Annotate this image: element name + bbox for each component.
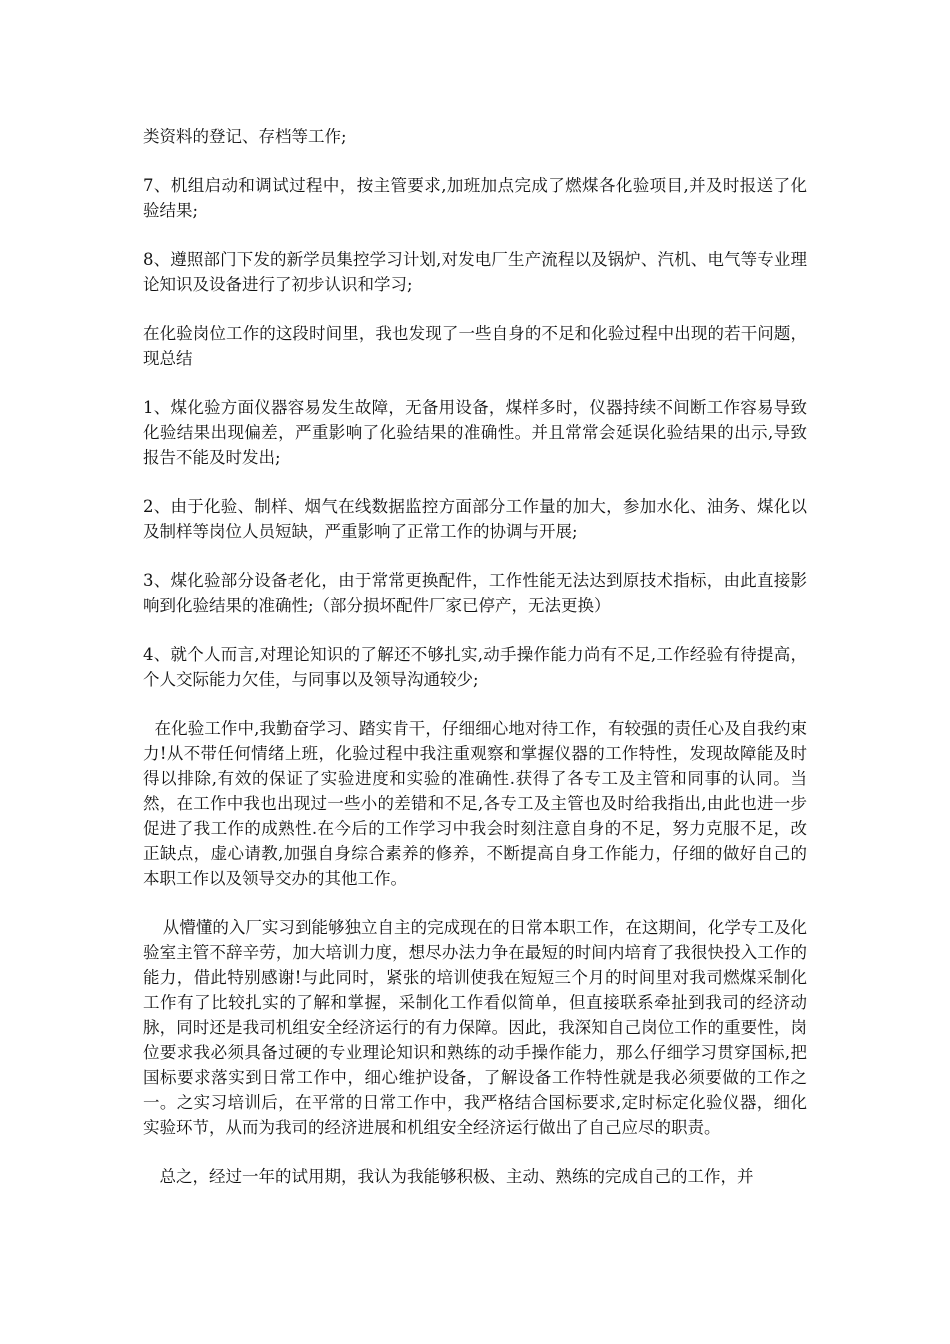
paragraph-conclusion: 总之，经过一年的试用期，我认为我能够积极、主动、熟练的完成自己的工作，并 bbox=[159, 1167, 754, 1186]
document-body bbox=[143, 124, 807, 1213]
paragraph-training-thanks: 从懵懂的入厂实习到能够独立自主的完成现在的日常本职工作，在这期间，化学专工及化验室主管不辞辛劳，加大培训力度，想尽办法力争在最短的时间内培育了我很快投入工作的能力，借此特别感谢!与此同时，紧张的培训使我在短短三个月的时间里对我司燃煤采制化工作有了比较扎实的了解和掌握，采制化工作看似简单，但直接联系牵扯到我司的经济动脉，同时还是我司机组安全经济运行的有力保障。因此，我深知自己岗位工作的重要性，岗位要求我必须具备过硬的专业理论知识和熟练的动手操作能力，那么仔细学习贯穿国标,把国标要求落实到日常工作中，细心维护设备，了解设备工作特性就是我必须要做的工作之一。之实习培训后，在平常的日常工作中，我严格结合国标要求,定时标定化验仪器，细化实验环节，从而为我司的经济进展和机组安全经济运行做出了自己应尽的职责。 bbox=[143, 918, 807, 1137]
paragraph-issue-1: 1、煤化验方面仪器容易发生故障，无备用设备，煤样多时，仪器持续不间断工作容易导致化验结果出现偏差，严重影响了化验结果的准确性。并且常常会延误化验结果的出示,导致报告不能及时发出; bbox=[143, 398, 807, 467]
paragraph-issue-4: 4、就个人而言,对理论知识的了解还不够扎实,动手操作能力尚有不足,工作经验有待提高，个人交际能力欠佳，与同事以及领导沟通较少; bbox=[143, 645, 807, 689]
paragraph-shortcomings-intro: 在化验岗位工作的这段时间里，我也发现了一些自身的不足和化验过程中出现的若干问题，现总结 bbox=[143, 324, 807, 368]
paragraph-item-8: 8、遵照部门下发的新学员集控学习计划,对发电厂生产流程以及锅炉、汽机、电气等专业理论知识及设备进行了初步认识和学习; bbox=[143, 250, 807, 294]
paragraph-issue-3: 3、煤化验部分设备老化，由于常常更换配件，工作性能无法达到原技术指标，由此直接影响到化验结果的准确性;（部分损坏配件厂家已停产，无法更换） bbox=[143, 571, 807, 615]
paragraph-issue-2: 2、由于化验、制样、烟气在线数据监控方面部分工作量的加大，参加水化、油务、煤化以及制样等岗位人员短缺，严重影响了正常工作的协调与开展; bbox=[143, 497, 807, 541]
paragraph-archive-work: 类资料的登记、存档等工作; bbox=[143, 127, 347, 146]
paragraph-work-attitude: 在化验工作中,我勤奋学习、踏实肯干，仔细细心地对待工作，有较强的责任心及自我约束力!从不带任何情绪上班，化验过程中我注重观察和掌握仪器的工作特性，发现故障能及时得以排除,有效的保证了实验进度和实验的准确性.获得了各专工及主管和同事的认同。当然，在工作中我也出现过一些小的差错和不足,各专工及主管也及时给我指出,由此也进一步促进了我工作的成熟性.在今后的工作学习中我会时刻注意自身的不足，努力克服不足，改正缺点，虚心请教,加强自身综合素养的修养，不断提高自身工作能力，仔细的做好自己的本职工作以及领导交办的其他工作。 bbox=[143, 719, 807, 888]
paragraph-item-7: 7、机组启动和调试过程中，按主管要求,加班加点完成了燃煤各化验项目,并及时报送了化验结果; bbox=[143, 176, 807, 220]
